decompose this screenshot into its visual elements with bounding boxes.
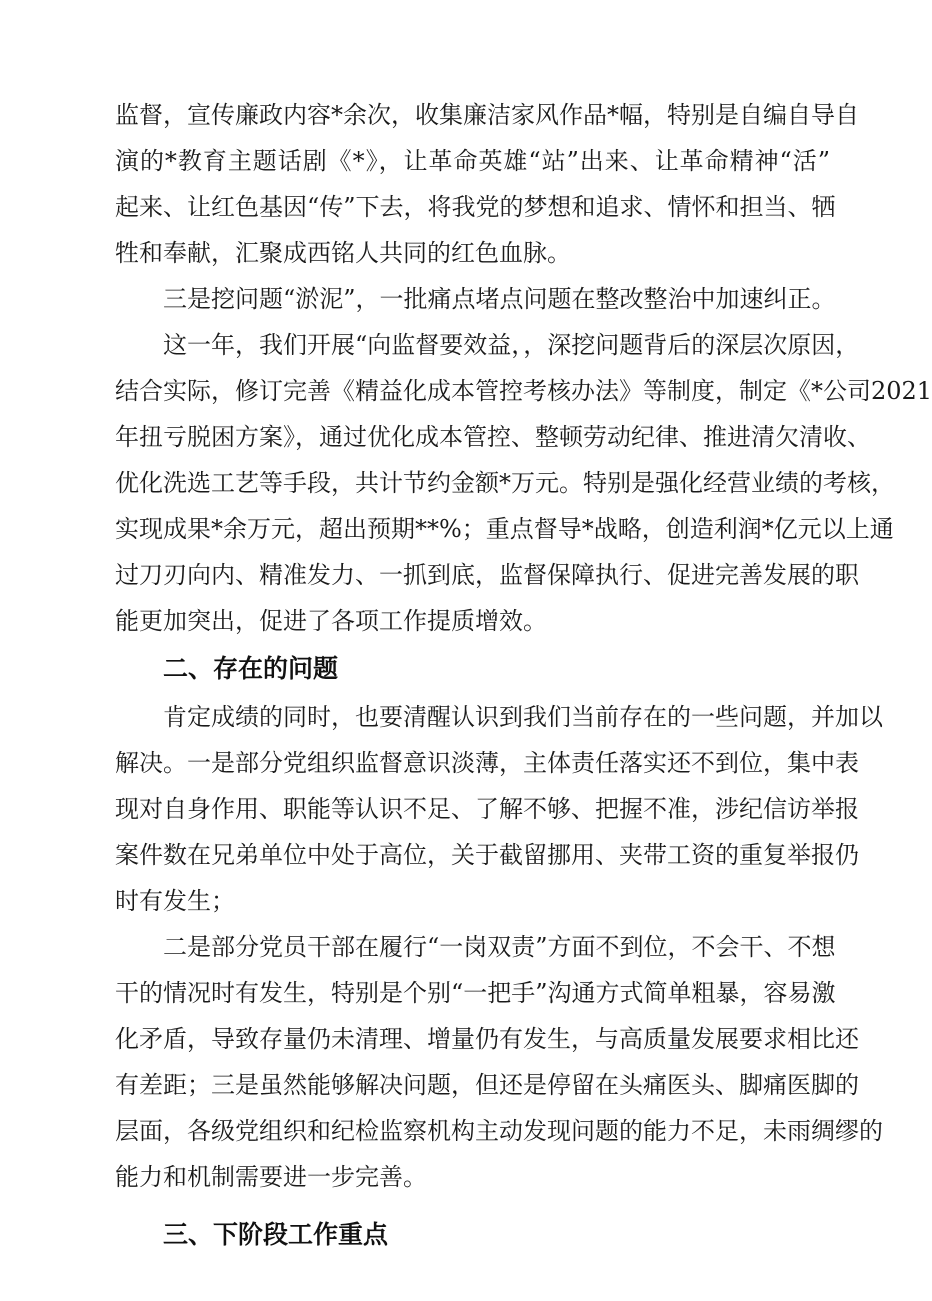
text-line: 年扭亏脱困方案》，通过优化成本管控、整顿劳动纪律、推进清欠清收、 — [115, 423, 871, 451]
paragraph-red-culture — [115, 92, 859, 276]
text-line: 化矛盾，导致存量仍未清理、增量仍有发生，与高质量发展要求相比还 — [115, 1025, 859, 1053]
paragraph-problems-intro — [115, 694, 883, 924]
text-line: 案件数在兄弟单位中处于高位，关于截留挪用、夹带工资的重复举报仍 — [115, 841, 859, 869]
text-line: 监督，宣传廉政内容*余次，收集廉洁家风作品*幅，特别是自编自导自 — [115, 101, 859, 129]
paragraph-problems-two-three — [115, 924, 883, 1200]
text-line: 牲和奉献，汇聚成西铭人共同的红色血脉。 — [115, 239, 571, 267]
text-line: 肯定成绩的同时，也要清醒认识到我们当前存在的一些问题，并加以 — [163, 703, 883, 731]
text-line: 结合实际，修订完善《精益化成本管控考核办法》等制度，制定《*公司2021 — [115, 377, 932, 405]
text-line: 解决。一是部分党组织监督意识淡薄，主体责任落实还不到位，集中表 — [115, 749, 859, 777]
text-line: 过刀刃向内、精准发力、一抓到底，监督保障执行、促进完善发展的职 — [115, 561, 859, 589]
text-line: 干的情况时有发生，特别是个别“一把手”沟通方式简单粗暴，容易激 — [115, 979, 836, 1007]
text-line: 能更加突出，促进了各项工作提质增效。 — [115, 607, 547, 635]
text-line: 层面，各级党组织和纪检监察机构主动发现问题的能力不足，未雨绸缪的 — [115, 1117, 883, 1145]
text-line: 现对自身作用、职能等认识不足、了解不够、把握不准，涉纪信访举报 — [115, 795, 859, 823]
text-line: 二是部分党员干部在履行“一岗双责”方面不到位，不会干、不想 — [163, 933, 836, 961]
paragraph-dig-problems — [115, 276, 836, 322]
text-line: 三是挖问题“淤泥”，一批痛点堵点问题在整改整治中加速纠正。 — [163, 285, 836, 313]
section-heading-existing-problems: 二、存在的问题 — [163, 654, 339, 683]
text-line: 优化洗选工艺等手段，共计节约金额*万元。特别是强化经营业绩的考核， — [115, 469, 895, 497]
text-line: 时有发生； — [115, 887, 235, 915]
paragraph-this-year — [115, 322, 932, 644]
text-line: 演的*教育主题话剧《*》，让革命英雄“站”出来、让革命精神“活” — [115, 147, 830, 175]
text-line: 这一年，我们开展“向监督要效益，，深挖问题背后的深层次原因， — [163, 331, 860, 359]
text-line: 起来、让红色基因“传”下去，将我党的梦想和追求、情怀和担当、牺 — [115, 193, 836, 221]
document-page — [115, 92, 932, 1260]
text-line: 实现成果*余万元，超出预期**%；重点督导*战略，创造利润*亿元以上通 — [115, 515, 894, 543]
text-line: 能力和机制需要进一步完善。 — [115, 1163, 427, 1191]
section-heading-next-stage: 三、下阶段工作重点 — [163, 1220, 389, 1249]
text-line: 有差距；三是虽然能够解决问题，但还是停留在头痛医头、脚痛医脚的 — [115, 1071, 859, 1099]
